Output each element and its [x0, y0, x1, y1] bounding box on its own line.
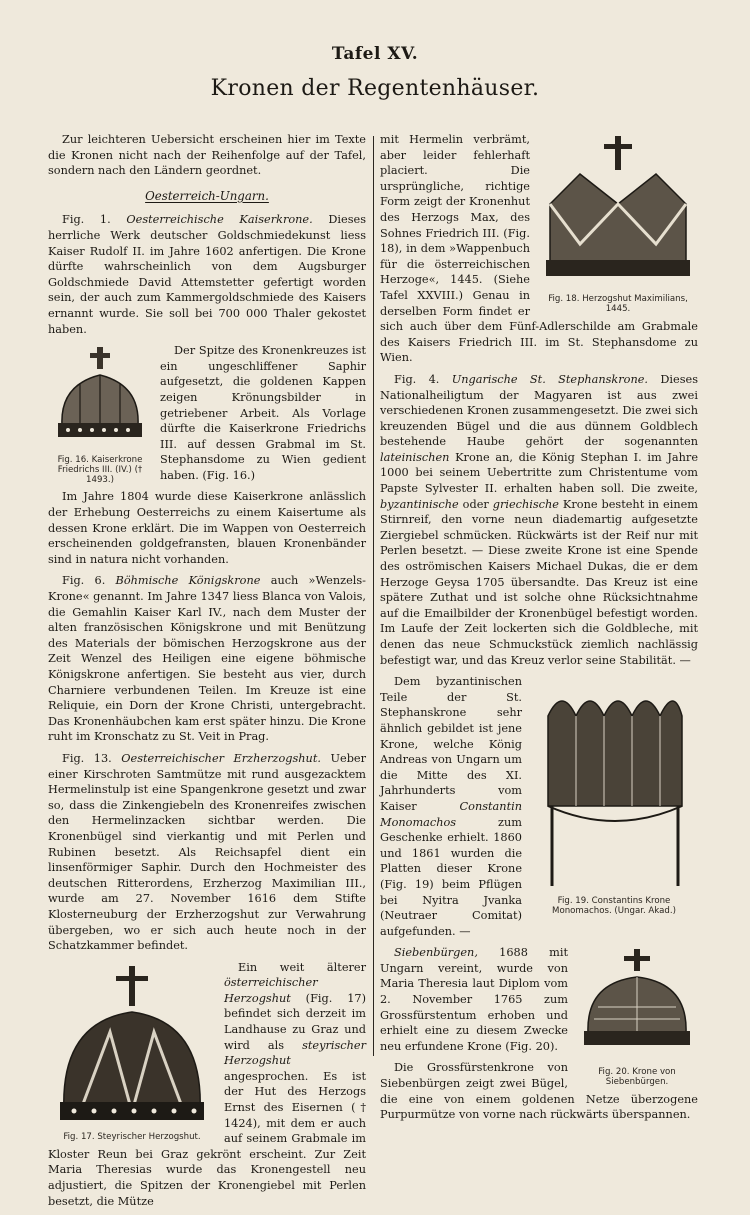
herzogshut-paragraph: Ein weit älterer österreichischer Herzogshut (Fig. 17) befindet sich derzeit im Landhause zu Graz und wird als steyrischer Herzogshut angesprochen. Es ist der Hut des Herzogs Ernst des Eisernen († 1424), mit dem er auch auf seinem Grabmale im Kloster Reun bei Graz gekrönt erscheint. Zur Zeit Maria Theresias wurde das Kronengestell neu adjustiert, die Spitzen der Kronengiebel mit Perlen besetzt, die Mütze — [48, 960, 366, 1208]
page-title: Kronen der Regentenhäuser. — [210, 76, 540, 101]
fig6-crown-name: Böhmische Königskrone — [115, 574, 261, 588]
section-heading-oesterreich: Oesterreich-Ungarn. — [145, 188, 269, 203]
continuation-paragraph: mit Hermelin verbrämt, aber leider fehlerhaft placiert. Die ursprüngliche, richtige Form zeigt der Kronenhut des Herzogs Max, des Sohnes Friedrich III. (Fig. 18), in dem »Wappenbuch für die österreichischen Herzoge«, 1445. (Siehe Tafel XXVIII.) Genau in derselben Form findet er sich auch über dem Fünf-Adlerschilde am Grabmale des Kaisers Friedrich III. im St. Stephansdome zu Wien. — [380, 133, 698, 365]
siebenbuergen-paragraph: Siebenbürgen, 1688 mit Ungarn vereint, wurde von Maria Theresia laut Diplom vom 2. November 1765 zum Grossfürstentum erhoben und erhielt eine zu diesem Zwecke neu erfundene Krone (Fig. 20). — [380, 946, 568, 1053]
fig4-crown-name: Ungarische St. Stephanskrone. — [451, 372, 649, 386]
intro-paragraph: Zur leichteren Uebersicht erscheinen hier im Texte die Kronen nicht nach der Reihenfolge auf der Tafel, sondern nach den Ländern geordnet. — [48, 133, 366, 178]
plate-title: Tafel XV. — [331, 44, 419, 64]
right-column — [380, 132, 698, 1129]
left-column — [48, 132, 366, 1215]
fig1-crown-name: Oesterreichische Kaiserkrone. — [126, 213, 313, 227]
fig1-paragraph-c: Im Jahre 1804 wurde diese Kaiserkrone anlässlich der Erhebung Oesterreichs zu einem Kaisertume als dessen Krone erklärt. Die im Wappen von Oesterreich erscheinenden goldgefransten, blauen Kronenbänder sind in natura nicht vorhanden. — [48, 490, 366, 566]
crown-icon — [578, 947, 696, 1067]
fig18-caption: Fig. 18. Herzogshut Maximilians, 1445. — [548, 294, 688, 314]
fig19-caption: Fig. 19. Constantins Krone Monomachos. (Ungar. Akad.) — [552, 896, 676, 917]
siebenbuergen-heading: Siebenbürgen, — [394, 946, 478, 960]
fig19-paragraph: Dem byzantinischen Teile der St. Stephanskrone sehr ähnlich gebildet ist jene Krone, welche König Andreas von Ungarn um die Mitte des XI. Jahrhunderts vom Kaiser Constantin Monomachos zum Geschenke erhielt. 1860 und 1861 wurden die Platten dieser Krone (Fig. 19) beim Pflügen bei Nyitra Jvanka (Neutraer Comitat) aufgefunden. — — [380, 675, 522, 938]
fig13-paragraph: Fig. 13. Oesterreichischer Erzherzogshut. Ueber einer Kirschroten Samtmütze mit rund ausgezacktem Hermelinstulp ist eine Spangenkrone gesetzt und zwar so, dass die Zinkengiebeln des Kronenreifes zwischen den Hermelinzacken sichtbar werden. Die Kronenbügel sind vierkantig und mit Perlen und Rubinen besetzt. Als Reichsapfel dient ein linsenförmiger Saphir. Durch den Hochmeister des deutschen Ritterordens, Erzherzog Maximilian III., wurde am 27. November 1616 dem Stifte Klosterneuburg der Erzherzogshut zur Verwahrung übergeben, wo er sich auch heute noch in der Schatzkammer befindet. — [48, 751, 367, 953]
siebenbuergen-paragraph-b: Die Grossfürstenkrone von Siebenbürgen zeigt zwei Bügel, die eine von einem goldenen Netze überzogene Purpurmütze von vorne nach rückwärts überspannen. — [380, 1061, 698, 1122]
fig13-crown-name: Oesterreichischer Erzherzogshut. — [121, 751, 321, 765]
figure-20 — [576, 947, 698, 1087]
figure-19 — [530, 676, 698, 916]
hat-crown-icon — [50, 962, 214, 1132]
crown-icon — [532, 676, 696, 896]
column-divider — [373, 136, 374, 1056]
fig20-caption: Fig. 20. Krone von Siebenbürgen. — [598, 1067, 676, 1088]
fig1-paragraph-b: Der Spitze des Kronenkreuzes ist ein ungeschliffener Saphir aufgesetzt, die goldenen Kappen zeigen Krönungsbilder in getriebener Arbeit. Als Vorlage dürfte die Kaiserkrone Friedrichs III. auf dessen Grabmal im St. Stephansdome zu Wien gedient haben. (Fig. 16.) — [160, 344, 366, 482]
figure-18 — [538, 134, 698, 314]
crown-icon — [540, 134, 696, 294]
fig6-paragraph: Fig. 6. Böhmische Königskrone auch »Wenzels-Krone« genannt. Im Jahre 1347 liess Blanca von Valois, die Gemahlin Kaiser Karl IV., nach dem Muster der alten französischen Königskrone und mit Benützung des Materials der bömischen Herzogskrone aus der Zeit Wenzel des Heiligen eine eigene böhmische Königskrone anfertigen. Sie besteht aus vier, durch Charniere verbundenen Teilen. Im Kreuze ist eine Reliquie, ein Dorn der Krone Christi, untergebracht. Das Kronenhäubchen kam erst später hinzu. Die Krone ruht im Kronschatz zu St. Veit in Prag. — [48, 574, 366, 744]
fig1-paragraph-a: Fig. 1. Oesterreichische Kaiserkrone. Dieses herrliche Werk deutscher Goldschmiedekunst liess Kaiser Rudolf II. im Jahre 1602 anfertigen. Die Krone dürfte wahrscheinlich von dem Augsburger Goldschmiede David Attemstetter gefertigt worden sein, der auch zum Kammergoldschmiede des Kaisers ernannt wurde. Sie soll bei 700 000 Thaler gekostet haben. — [48, 213, 367, 336]
fig4-paragraph: Fig. 4. Ungarische St. Stephanskrone. Dieses Nationalheiligtum der Magyaren ist aus zwei verschiedenen Kronen zusammengesetzt. Die zwei sich kreuzenden Bügel und die aus dünnem Goldblech bestehende Haube gehört der sogenannten lateinischen Krone an, die König Stephan I. im Jahre 1000 bei seinem Uebertritte zum Christentume vom Papste Sylvester II. erhalten haben soll. Die zweite, byzantinische oder griechische Krone besteht in einem Stirnreif, den vorne neun diademartig aufgesetzte Ziergiebel schmücken. Rückwärts ist der Reif nur mit Perlen besetzt. — Diese zweite Krone ist eine Spende des oströmischen Kaisers Michael Dukas, die er dem Herzoge Geysa 1705 übersandte. Das Kreuz ist eine spätere Zuthat und ist solche ohne Rücksichtnahme auf die Emailbilder der Kronenbügel befestigt worden. Im Laufe der Zeit lockerten sich die Goldbleche, mit denen das neue Schmuckstück ziemlich nachlässig befestigt war, und das Kreuz verlor seine Stabilität. — — [380, 372, 699, 667]
figure-16 — [48, 345, 152, 485]
fig17-caption: Fig. 17. Steyrischer Herzogshut. — [63, 1131, 201, 1142]
crown-icon — [50, 345, 150, 455]
fig16-caption: Fig. 16. Kaiserkrone Friedrichs III. (IV.) († 1493.) — [57, 455, 143, 486]
